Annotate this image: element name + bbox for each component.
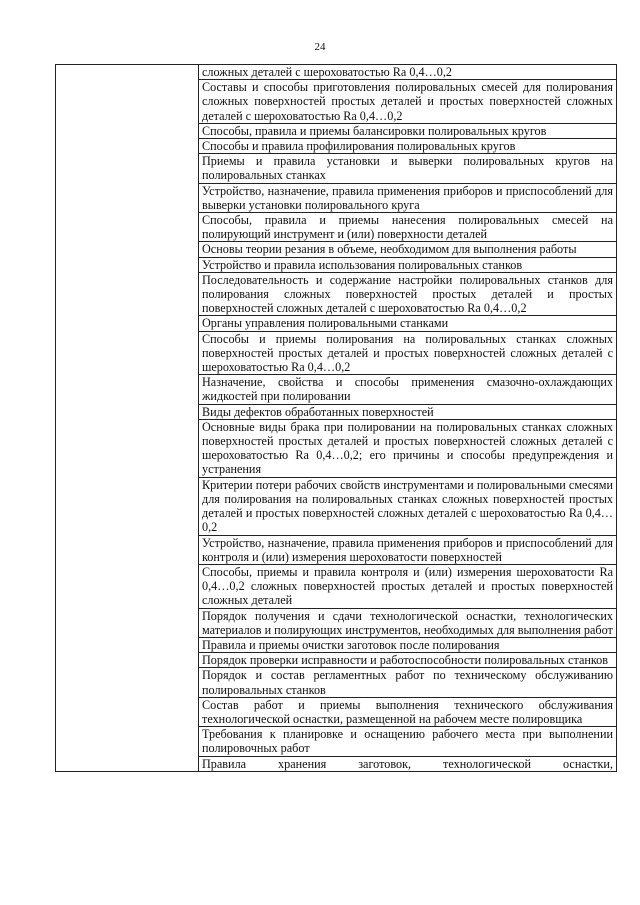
knowledge-item: сложных деталей с шероховатостью Ra 0,4…0,2	[199, 65, 617, 80]
knowledge-item: Основы теории резания в объеме, необходимом для выполнения работы	[199, 242, 617, 257]
table-row	[56, 375, 617, 404]
label-cell	[56, 535, 199, 564]
knowledge-item: Состав работ и приемы выполнения технического обслуживания технологической оснастки, размещенной на рабочем месте полировщика	[199, 697, 617, 726]
knowledge-item: Порядок получения и сдачи технологической оснастки, технологических материалов и полирующих инструментов, необходимых для выполнения работ	[199, 608, 617, 637]
table-row	[56, 419, 617, 477]
knowledge-table-body	[56, 65, 617, 772]
knowledge-item: Устройство, назначение, правила применения приборов и приспособлений для выверки установки полировального круга	[199, 183, 617, 212]
label-cell	[56, 637, 199, 652]
knowledge-item: Виды дефектов обработанных поверхностей	[199, 404, 617, 419]
knowledge-item: Способы и приемы полирования на полировальных станках сложных поверхностей простых деталей и простых поверхностей сложных деталей с шероховатостью Ra 0,4…0,2	[199, 331, 617, 375]
knowledge-item: Требования к планировке и оснащению рабочего места при выполнении полировочных работ	[199, 727, 617, 756]
table-row	[56, 697, 617, 726]
label-cell	[56, 404, 199, 419]
label-cell	[56, 756, 199, 771]
label-cell	[56, 653, 199, 668]
table-row	[56, 183, 617, 212]
table-row	[56, 477, 617, 535]
label-cell	[56, 183, 199, 212]
table-row	[56, 535, 617, 564]
table-row	[56, 213, 617, 242]
label-cell	[56, 139, 199, 154]
table-row	[56, 154, 617, 183]
table-row	[56, 404, 617, 419]
knowledge-item: Способы и правила профилирования полировальных кругов	[199, 139, 617, 154]
table-row	[56, 316, 617, 331]
knowledge-item: Способы, правила и приемы нанесения полировальных смесей на полирующий инструмент и (или) поверхности деталей	[199, 213, 617, 242]
knowledge-item: Правила хранения заготовок, технологической оснастки,	[199, 756, 617, 771]
label-cell	[56, 608, 199, 637]
table-row	[56, 637, 617, 652]
knowledge-item: Способы, приемы и правила контроля и (или) измерения шероховатости Ra 0,4…0,2 сложных поверхностей простых деталей и простых поверхностей сложных деталей	[199, 564, 617, 608]
knowledge-table	[55, 64, 617, 772]
table-row	[56, 331, 617, 375]
knowledge-item: Порядок проверки исправности и работоспособности полировальных станков	[199, 653, 617, 668]
label-cell	[56, 80, 199, 124]
table-row	[56, 242, 617, 257]
knowledge-item: Составы и способы приготовления полировальных смесей для полирования сложных поверхностей простых деталей и простых поверхностей сложных деталей с шероховатостью Ra 0,4…0,2	[199, 80, 617, 124]
knowledge-item: Органы управления полировальными станками	[199, 316, 617, 331]
knowledge-item: Устройство, назначение, правила применения приборов и приспособлений для контроля и (или) измерения шероховатости поверхностей	[199, 535, 617, 564]
table-row	[56, 257, 617, 272]
label-cell	[56, 419, 199, 477]
knowledge-item: Критерии потери рабочих свойств инструментами и полировальными смесями для полирования на полировальных станках сложных поверхностей простых деталей и простых поверхностей сложных деталей с шероховатостью Ra 0,4…0,2	[199, 477, 617, 535]
knowledge-item: Порядок и состав регламентных работ по техническому обслуживанию полировальных станков	[199, 668, 617, 697]
knowledge-item: Устройство и правила использования полировальных станков	[199, 257, 617, 272]
table-row	[56, 756, 617, 771]
label-cell	[56, 154, 199, 183]
table-row	[56, 653, 617, 668]
label-cell	[56, 257, 199, 272]
label-cell	[56, 727, 199, 756]
label-cell	[56, 331, 199, 375]
label-cell	[56, 242, 199, 257]
table-row	[56, 608, 617, 637]
table-row	[56, 123, 617, 138]
knowledge-item: Назначение, свойства и способы применения смазочно-охлаждающих жидкостей при полировании	[199, 375, 617, 404]
table-row	[56, 65, 617, 80]
table-row	[56, 668, 617, 697]
label-cell	[56, 697, 199, 726]
table-row	[56, 80, 617, 124]
table-row	[56, 564, 617, 608]
label-cell	[56, 668, 199, 697]
table-row	[56, 727, 617, 756]
knowledge-item: Способы, правила и приемы балансировки полировальных кругов	[199, 123, 617, 138]
knowledge-item: Основные виды брака при полировании на полировальных станках сложных поверхностей простых деталей и простых поверхностей сложных деталей с шероховатостью Ra 0,4…0,2; его причины и способы предупреждения и устранения	[199, 419, 617, 477]
label-cell	[56, 375, 199, 404]
knowledge-item: Приемы и правила установки и выверки полировальных кругов на полировальных станках	[199, 154, 617, 183]
label-cell	[56, 564, 199, 608]
knowledge-item: Правила и приемы очистки заготовок после полирования	[199, 637, 617, 652]
table-row	[56, 139, 617, 154]
page-number: 24	[314, 41, 326, 53]
label-cell	[56, 316, 199, 331]
label-cell	[56, 65, 199, 80]
label-cell	[56, 477, 199, 535]
label-cell	[56, 272, 199, 316]
label-cell	[56, 123, 199, 138]
label-cell	[56, 213, 199, 242]
knowledge-item: Последовательность и содержание настройки полировальных станков для полирования сложных поверхностей простых деталей и простых поверхностей сложных деталей с шероховатостью Ra 0,4…0,2	[199, 272, 617, 316]
table-row	[56, 272, 617, 316]
